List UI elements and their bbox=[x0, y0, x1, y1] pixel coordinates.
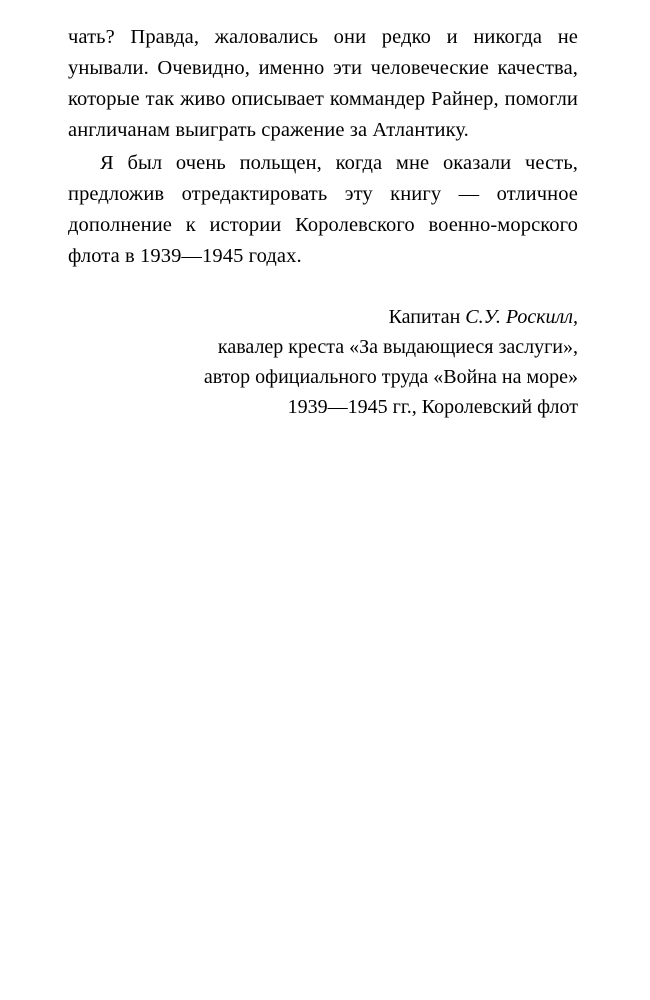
signature-author-name: С.У. Роскилл, bbox=[465, 306, 578, 328]
signature-line-work: автор официального труда «Война на море» bbox=[203, 366, 578, 388]
paragraph-continued: чать? Правда, жаловались они редко и никогда не унывали. Очевидно, именно эти человеческие качества, которые так живо описывает коммандер Райнер, помогли англичанам выиграть сражение за Атлантику. bbox=[68, 26, 578, 141]
signature-line-award: кавалер креста «За выдающиеся заслуги», bbox=[217, 336, 578, 358]
signature-line-rank-and-name bbox=[68, 302, 578, 332]
page-body bbox=[68, 22, 578, 272]
signature-line-years: 1939—1945 гг., Королевский флот bbox=[287, 396, 578, 418]
paragraph-second: Я был очень польщен, когда мне оказали честь, предложив отредактировать эту книгу — отличное дополнение к истории Королевского военно-морского флота в 1939—1945 годах. bbox=[68, 152, 578, 267]
signature-block bbox=[68, 302, 578, 422]
signature-rank: Капитан bbox=[388, 306, 466, 328]
